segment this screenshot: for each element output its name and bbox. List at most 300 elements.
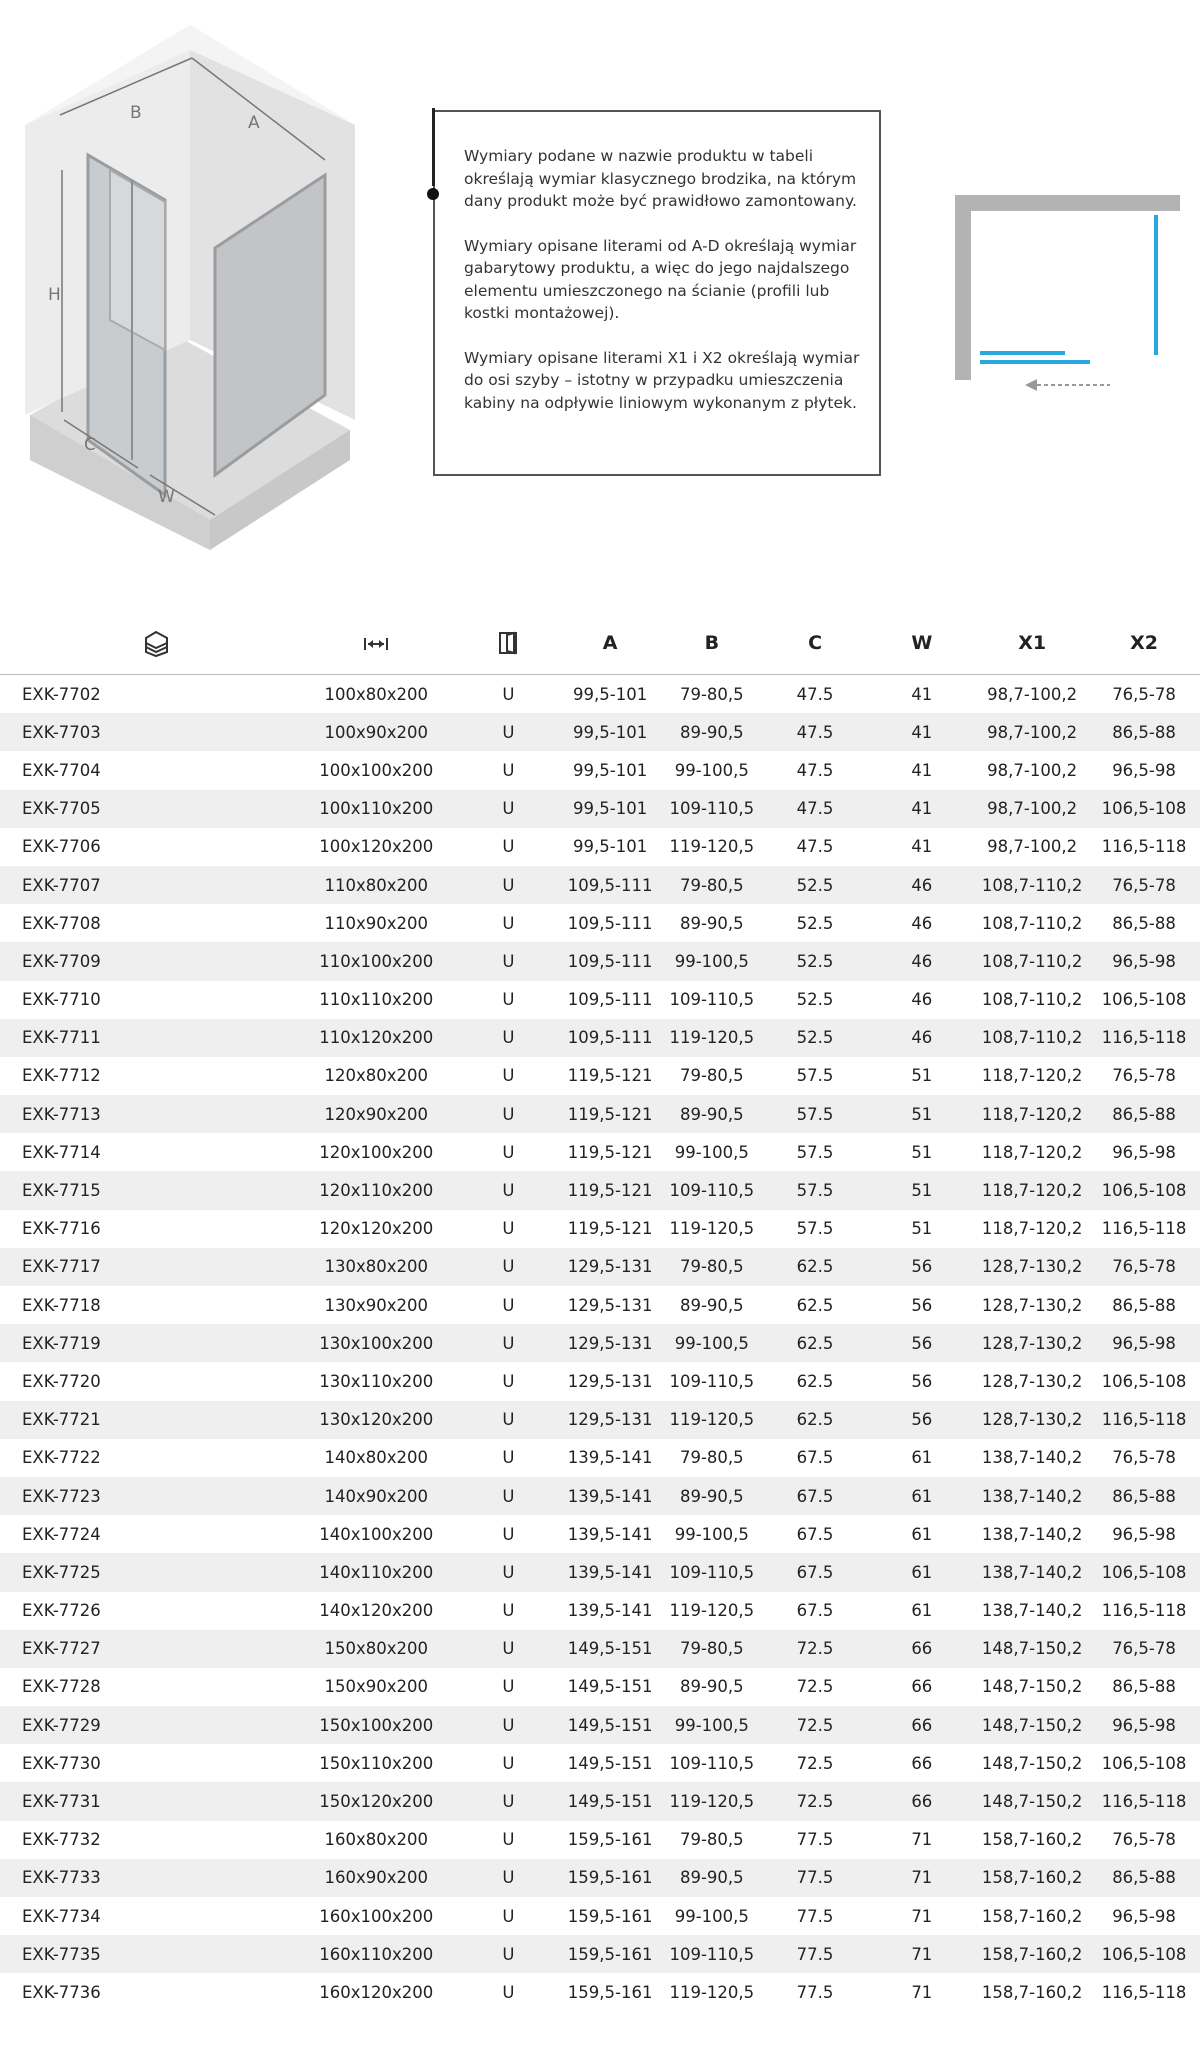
table-row (0, 1553, 1200, 1591)
table-row (0, 1439, 1200, 1477)
dim-x1-cell: 148,7-150,2 (981, 1715, 1083, 1735)
header-a: A (602, 632, 618, 654)
table-row (0, 1973, 1200, 2011)
dim-a-cell: 109,5-111 (567, 990, 653, 1010)
dim-x2-cell: 116,5-118 (1101, 1601, 1187, 1621)
dim-c-cell: 47.5 (796, 722, 834, 742)
door-type-cell: U (502, 837, 515, 857)
label-c: C (84, 435, 96, 455)
dim-c-cell: 67.5 (796, 1524, 834, 1544)
door-icon (498, 631, 518, 655)
product-code-cell: EXK-7729 (22, 1715, 101, 1735)
door-type-cell: U (502, 875, 515, 895)
dim-c-cell: 67.5 (796, 1486, 834, 1506)
tray-size-cell: 120x100x200 (319, 1142, 434, 1162)
table-row (0, 904, 1200, 942)
dim-x1-cell: 128,7-130,2 (981, 1410, 1083, 1430)
dim-b-cell: 79-80,5 (679, 1639, 744, 1659)
dim-a-cell: 139,5-141 (567, 1601, 653, 1621)
dim-a-cell: 129,5-131 (567, 1333, 653, 1353)
dim-x2-cell: 116,5-118 (1101, 1982, 1187, 2002)
product-code-cell: EXK-7725 (22, 1562, 101, 1582)
dim-a-cell: 149,5-151 (567, 1715, 653, 1735)
dim-x2-cell: 96,5-98 (1112, 1906, 1176, 1926)
dim-x2-cell: 86,5-88 (1112, 1486, 1176, 1506)
dim-x1-cell: 118,7-120,2 (981, 1066, 1083, 1086)
table-row (0, 1171, 1200, 1209)
dim-x1-cell: 98,7-100,2 (987, 684, 1078, 704)
plan-view-diagram (955, 190, 1185, 400)
header-x1: X1 (1018, 632, 1047, 654)
door-type-cell: U (502, 684, 515, 704)
info-accent-dot (427, 188, 439, 200)
dim-a-cell: 159,5-161 (567, 1830, 653, 1850)
header-door-icon (458, 612, 560, 675)
dim-w-cell: 46 (911, 1028, 933, 1048)
dim-x1-cell: 158,7-160,2 (981, 1944, 1083, 1964)
product-code-cell: EXK-7717 (22, 1257, 101, 1277)
dim-c-cell: 47.5 (796, 837, 834, 857)
product-code-cell: EXK-7736 (22, 1982, 101, 2002)
label-b: B (130, 103, 142, 123)
table-row (0, 1248, 1200, 1286)
dim-c-cell: 47.5 (796, 799, 834, 819)
product-code-cell: EXK-7720 (22, 1371, 101, 1391)
dim-x2-cell: 86,5-88 (1112, 1677, 1176, 1697)
dim-a-cell: 159,5-161 (567, 1944, 653, 1964)
door-type-cell: U (502, 1868, 515, 1888)
dim-w-cell: 46 (911, 990, 933, 1010)
shower-tray-icon (141, 628, 171, 658)
tray-size-cell: 130x110x200 (319, 1371, 434, 1391)
dim-w-cell: 51 (911, 1104, 933, 1124)
door-type-cell: U (502, 722, 515, 742)
dim-w-cell: 41 (911, 684, 933, 704)
dim-w-cell: 61 (911, 1601, 933, 1621)
table-row (0, 1286, 1200, 1324)
dim-c-cell: 72.5 (796, 1639, 834, 1659)
dim-a-cell: 129,5-131 (567, 1371, 653, 1391)
dim-x2-cell: 96,5-98 (1112, 951, 1176, 971)
dim-a-cell: 129,5-131 (567, 1410, 653, 1430)
dim-b-cell: 99-100,5 (674, 951, 749, 971)
table-row (0, 790, 1200, 828)
dim-b-cell: 119-120,5 (669, 1028, 755, 1048)
table-row (0, 1133, 1200, 1171)
door-type-cell: U (502, 1142, 515, 1162)
dim-c-cell: 72.5 (796, 1753, 834, 1773)
dim-b-cell: 109-110,5 (669, 1562, 755, 1582)
table-row (0, 1477, 1200, 1515)
table-row (0, 1668, 1200, 1706)
dim-b-cell: 89-90,5 (679, 1104, 744, 1124)
table-row (0, 942, 1200, 980)
plan-door-glass-2 (980, 360, 1090, 364)
dim-w-cell: 51 (911, 1066, 933, 1086)
dim-x1-cell: 118,7-120,2 (981, 1104, 1083, 1124)
dim-x1-cell: 118,7-120,2 (981, 1142, 1083, 1162)
dim-x1-cell: 108,7-110,2 (981, 1028, 1083, 1048)
plan-arrow-head (1025, 379, 1037, 391)
product-code-cell: EXK-7705 (22, 799, 101, 819)
tray-size-cell: 160x120x200 (319, 1982, 434, 2002)
dim-a-cell: 129,5-131 (567, 1295, 653, 1315)
door-type-cell: U (502, 1257, 515, 1277)
table-row (0, 1515, 1200, 1553)
dim-x1-cell: 138,7-140,2 (981, 1486, 1083, 1506)
door-type-cell: U (502, 1219, 515, 1239)
dim-b-cell: 109-110,5 (669, 1944, 755, 1964)
door-type-cell: U (502, 1677, 515, 1697)
dim-b-cell: 79-80,5 (679, 1830, 744, 1850)
dim-w-cell: 56 (911, 1371, 933, 1391)
table-row (0, 1095, 1200, 1133)
tray-size-cell: 110x80x200 (324, 875, 429, 895)
header-x2: X2 (1130, 632, 1158, 654)
dim-x1-cell: 98,7-100,2 (987, 799, 1078, 819)
table-row (0, 1324, 1200, 1362)
dim-x1-cell: 108,7-110,2 (981, 951, 1083, 971)
dim-x2-cell: 96,5-98 (1112, 760, 1176, 780)
door-type-cell: U (502, 1639, 515, 1659)
dim-x1-cell: 108,7-110,2 (981, 990, 1083, 1010)
dim-c-cell: 57.5 (796, 1219, 834, 1239)
tray-size-cell: 130x100x200 (319, 1333, 434, 1353)
dim-b-cell: 109-110,5 (669, 1371, 755, 1391)
dim-x2-cell: 76,5-78 (1112, 875, 1176, 895)
dim-a-cell: 99,5-101 (573, 837, 648, 857)
dim-b-cell: 99-100,5 (674, 1715, 749, 1735)
dim-x2-cell: 116,5-118 (1101, 1792, 1187, 1812)
dim-a-cell: 139,5-141 (567, 1524, 653, 1544)
header-w: W (911, 632, 933, 654)
dim-b-cell: 89-90,5 (679, 722, 744, 742)
info-accent-line (432, 108, 435, 186)
dim-a-cell: 99,5-101 (573, 684, 648, 704)
tray-size-cell: 110x110x200 (319, 990, 434, 1010)
product-code-cell: EXK-7712 (22, 1066, 101, 1086)
dim-x1-cell: 138,7-140,2 (981, 1448, 1083, 1468)
tray-size-cell: 140x110x200 (319, 1562, 434, 1582)
table-row (0, 1019, 1200, 1057)
table-row (0, 1821, 1200, 1859)
dim-x2-cell: 76,5-78 (1112, 1448, 1176, 1468)
dim-c-cell: 57.5 (796, 1104, 834, 1124)
product-code-cell: EXK-7711 (22, 1028, 101, 1048)
dim-x1-cell: 158,7-160,2 (981, 1906, 1083, 1926)
tray-size-cell: 140x120x200 (319, 1601, 434, 1621)
product-code-cell: EXK-7716 (22, 1219, 101, 1239)
dim-b-cell: 119-120,5 (669, 1219, 755, 1239)
door-type-cell: U (502, 913, 515, 933)
dim-b-cell: 79-80,5 (679, 1448, 744, 1468)
product-code-cell: EXK-7735 (22, 1944, 101, 1964)
dim-a-cell: 109,5-111 (567, 875, 653, 895)
dim-w-cell: 56 (911, 1333, 933, 1353)
dim-x2-cell: 106,5-108 (1101, 1371, 1187, 1391)
dim-x1-cell: 148,7-150,2 (981, 1639, 1083, 1659)
product-code-cell: EXK-7726 (22, 1601, 101, 1621)
dim-w-cell: 66 (911, 1715, 933, 1735)
dim-x2-cell: 76,5-78 (1112, 1257, 1176, 1277)
dim-x2-cell: 86,5-88 (1112, 913, 1176, 933)
product-code-cell: EXK-7709 (22, 951, 101, 971)
product-code-cell: EXK-7721 (22, 1410, 101, 1430)
dim-a-cell: 109,5-111 (567, 1028, 653, 1048)
dim-x1-cell: 158,7-160,2 (981, 1982, 1083, 2002)
door-type-cell: U (502, 1906, 515, 1926)
door-type-cell: U (502, 1028, 515, 1048)
product-code-cell: EXK-7727 (22, 1639, 101, 1659)
dim-a-cell: 119,5-121 (567, 1142, 653, 1162)
table-body (0, 675, 1200, 2012)
dim-x2-cell: 116,5-118 (1101, 837, 1187, 857)
dim-b-cell: 109-110,5 (669, 1181, 755, 1201)
dim-x1-cell: 118,7-120,2 (981, 1219, 1083, 1239)
dim-x1-cell: 108,7-110,2 (981, 875, 1083, 895)
dim-x2-cell: 116,5-118 (1101, 1028, 1187, 1048)
tray-size-cell: 150x110x200 (319, 1753, 434, 1773)
dim-x2-cell: 106,5-108 (1101, 799, 1187, 819)
dim-c-cell: 57.5 (796, 1142, 834, 1162)
plan-wall-top (955, 195, 1180, 211)
dim-a-cell: 159,5-161 (567, 1868, 653, 1888)
door-type-cell: U (502, 1295, 515, 1315)
dim-b-cell: 119-120,5 (669, 1601, 755, 1621)
dim-w-cell: 41 (911, 760, 933, 780)
dim-a-cell: 109,5-111 (567, 951, 653, 971)
dim-c-cell: 67.5 (796, 1601, 834, 1621)
dim-x1-cell: 128,7-130,2 (981, 1295, 1083, 1315)
table-row (0, 1706, 1200, 1744)
dim-x2-cell: 106,5-108 (1101, 1562, 1187, 1582)
product-code-cell: EXK-7714 (22, 1142, 101, 1162)
dim-w-cell: 71 (911, 1906, 933, 1926)
dim-w-cell: 71 (911, 1982, 933, 2002)
info-paragraph: Wymiary opisane literami X1 i X2 określają wymiar do osi szyby – istotny w przypadku umieszczenia kabiny na odpływie liniowym wykonanym z płytek. (464, 348, 860, 412)
tray-size-cell: 150x80x200 (324, 1639, 429, 1659)
dim-a-cell: 119,5-121 (567, 1066, 653, 1086)
tray-size-cell: 100x90x200 (324, 722, 429, 742)
tray-size-cell: 130x120x200 (319, 1410, 434, 1430)
dim-c-cell: 52.5 (796, 1028, 834, 1048)
dim-c-cell: 62.5 (796, 1257, 834, 1277)
dim-c-cell: 77.5 (796, 1830, 834, 1850)
door-type-cell: U (502, 1715, 515, 1735)
dim-x1-cell: 158,7-160,2 (981, 1830, 1083, 1850)
product-code-cell: EXK-7734 (22, 1906, 101, 1926)
dim-a-cell: 119,5-121 (567, 1181, 653, 1201)
dim-x2-cell: 86,5-88 (1112, 1868, 1176, 1888)
dim-x1-cell: 98,7-100,2 (987, 722, 1078, 742)
table-row (0, 675, 1200, 714)
tray-size-cell: 110x100x200 (319, 951, 434, 971)
dim-a-cell: 139,5-141 (567, 1486, 653, 1506)
dim-x1-cell: 128,7-130,2 (981, 1257, 1083, 1277)
dim-w-cell: 61 (911, 1524, 933, 1544)
dim-w-cell: 51 (911, 1219, 933, 1239)
door-type-cell: U (502, 760, 515, 780)
dim-c-cell: 72.5 (796, 1715, 834, 1735)
dim-x1-cell: 108,7-110,2 (981, 913, 1083, 933)
door-type-cell: U (502, 1753, 515, 1773)
dim-c-cell: 62.5 (796, 1371, 834, 1391)
dim-c-cell: 52.5 (796, 951, 834, 971)
tray-size-cell: 160x100x200 (319, 1906, 434, 1926)
dim-b-cell: 109-110,5 (669, 799, 755, 819)
dim-a-cell: 99,5-101 (573, 799, 648, 819)
info-paragraph: Wymiary podane w nazwie produktu w tabeli określają wymiar klasycznego brodzika, na którym dany produkt może być prawidłowo zamontowany. (464, 147, 857, 210)
table-row (0, 1744, 1200, 1782)
product-code-cell: EXK-7730 (22, 1753, 101, 1773)
dim-x2-cell: 96,5-98 (1112, 1715, 1176, 1735)
table-row (0, 1057, 1200, 1095)
dim-a-cell: 99,5-101 (573, 722, 648, 742)
plan-door-glass-1 (980, 351, 1065, 355)
label-w: W (158, 487, 175, 507)
door-type-cell: U (502, 1371, 515, 1391)
dim-c-cell: 72.5 (796, 1677, 834, 1697)
door-type-cell: U (502, 1944, 515, 1964)
door-type-cell: U (502, 1066, 515, 1086)
dim-b-cell: 89-90,5 (679, 1677, 744, 1697)
dim-x1-cell: 148,7-150,2 (981, 1677, 1083, 1697)
dim-c-cell: 57.5 (796, 1066, 834, 1086)
dim-x2-cell: 76,5-78 (1112, 1639, 1176, 1659)
door-type-cell: U (502, 1181, 515, 1201)
dim-c-cell: 62.5 (796, 1295, 834, 1315)
dim-x2-cell: 86,5-88 (1112, 722, 1176, 742)
dim-b-cell: 119-120,5 (669, 1982, 755, 2002)
product-code-cell: EXK-7707 (22, 875, 101, 895)
dim-c-cell: 47.5 (796, 684, 834, 704)
tray-size-cell: 130x80x200 (324, 1257, 429, 1277)
dim-c-cell: 67.5 (796, 1562, 834, 1582)
dim-x1-cell: 138,7-140,2 (981, 1562, 1083, 1582)
product-code-cell: EXK-7728 (22, 1677, 101, 1697)
dim-b-cell: 99-100,5 (674, 1142, 749, 1162)
product-code-cell: EXK-7733 (22, 1868, 101, 1888)
tray-size-cell: 120x80x200 (324, 1066, 429, 1086)
tray-size-cell: 150x90x200 (324, 1677, 429, 1697)
dim-w-cell: 51 (911, 1181, 933, 1201)
dim-w-cell: 71 (911, 1944, 933, 1964)
dim-x2-cell: 76,5-78 (1112, 684, 1176, 704)
dim-a-cell: 159,5-161 (567, 1982, 653, 2002)
dim-x1-cell: 148,7-150,2 (981, 1753, 1083, 1773)
dim-x1-cell: 148,7-150,2 (981, 1792, 1083, 1812)
dim-x2-cell: 76,5-78 (1112, 1830, 1176, 1850)
tray-size-cell: 140x80x200 (324, 1448, 429, 1468)
table-row (0, 1935, 1200, 1973)
dim-c-cell: 47.5 (796, 760, 834, 780)
tray-size-cell: 110x120x200 (319, 1028, 434, 1048)
dim-a-cell: 119,5-121 (567, 1104, 653, 1124)
product-code-cell: EXK-7722 (22, 1448, 101, 1468)
tray-size-cell: 120x90x200 (324, 1104, 429, 1124)
product-code-cell: EXK-7723 (22, 1486, 101, 1506)
dim-w-cell: 71 (911, 1830, 933, 1850)
header-b: B (704, 632, 720, 654)
dim-a-cell: 149,5-151 (567, 1639, 653, 1659)
dim-b-cell: 79-80,5 (679, 1066, 744, 1086)
tray-size-cell: 100x100x200 (319, 760, 434, 780)
dim-b-cell: 99-100,5 (674, 1333, 749, 1353)
dim-x1-cell: 128,7-130,2 (981, 1333, 1083, 1353)
dim-x1-cell: 158,7-160,2 (981, 1868, 1083, 1888)
table-row (0, 1630, 1200, 1668)
dim-c-cell: 77.5 (796, 1944, 834, 1964)
dim-b-cell: 89-90,5 (679, 1295, 744, 1315)
door-type-cell: U (502, 1830, 515, 1850)
dim-w-cell: 41 (911, 837, 933, 857)
tray-size-cell: 140x100x200 (319, 1524, 434, 1544)
dim-b-cell: 119-120,5 (669, 1792, 755, 1812)
tray-size-cell: 150x100x200 (319, 1715, 434, 1735)
door-type-cell: U (502, 1792, 515, 1812)
dim-w-cell: 46 (911, 875, 933, 895)
dim-b-cell: 99-100,5 (674, 1524, 749, 1544)
tray-size-cell: 150x120x200 (319, 1792, 434, 1812)
door-type-cell: U (502, 799, 515, 819)
tray-size-cell: 160x90x200 (324, 1868, 429, 1888)
door-type-cell: U (502, 951, 515, 971)
dim-x2-cell: 116,5-118 (1101, 1219, 1187, 1239)
table-row (0, 751, 1200, 789)
dim-a-cell: 149,5-151 (567, 1792, 653, 1812)
door-type-cell: U (502, 990, 515, 1010)
dim-x2-cell: 96,5-98 (1112, 1333, 1176, 1353)
width-arrows-icon (363, 636, 389, 652)
dim-c-cell: 52.5 (796, 875, 834, 895)
dim-w-cell: 66 (911, 1639, 933, 1659)
product-code-cell: EXK-7724 (22, 1524, 101, 1544)
dim-w-cell: 46 (911, 951, 933, 971)
cabin-isometric-diagram (20, 20, 360, 560)
dim-x2-cell: 106,5-108 (1101, 1753, 1187, 1773)
product-code-cell: EXK-7704 (22, 760, 101, 780)
door-type-cell: U (502, 1562, 515, 1582)
dim-c-cell: 72.5 (796, 1792, 834, 1812)
header-tray-icon (0, 612, 295, 675)
dim-x1-cell: 138,7-140,2 (981, 1601, 1083, 1621)
dim-b-cell: 119-120,5 (669, 1410, 755, 1430)
dim-w-cell: 66 (911, 1753, 933, 1773)
door-type-cell: U (502, 1333, 515, 1353)
dim-x2-cell: 116,5-118 (1101, 1410, 1187, 1430)
table-row (0, 1592, 1200, 1630)
tray-size-cell: 160x80x200 (324, 1830, 429, 1850)
plan-side-glass (1154, 215, 1158, 355)
dim-x2-cell: 106,5-108 (1101, 990, 1187, 1010)
dim-b-cell: 119-120,5 (669, 837, 755, 857)
info-text (464, 145, 864, 436)
table-row (0, 1897, 1200, 1935)
header-size-icon (295, 612, 458, 675)
tray-size-cell: 130x90x200 (324, 1295, 429, 1315)
dim-b-cell: 99-100,5 (674, 1906, 749, 1926)
door-type-cell: U (502, 1410, 515, 1430)
dim-c-cell: 77.5 (796, 1982, 834, 2002)
dim-b-cell: 79-80,5 (679, 875, 744, 895)
door-type-cell: U (502, 1104, 515, 1124)
tray-size-cell: 140x90x200 (324, 1486, 429, 1506)
product-code-cell: EXK-7732 (22, 1830, 101, 1850)
product-code-cell: EXK-7731 (22, 1792, 101, 1812)
dim-w-cell: 56 (911, 1410, 933, 1430)
dim-c-cell: 52.5 (796, 913, 834, 933)
dim-x1-cell: 138,7-140,2 (981, 1524, 1083, 1544)
